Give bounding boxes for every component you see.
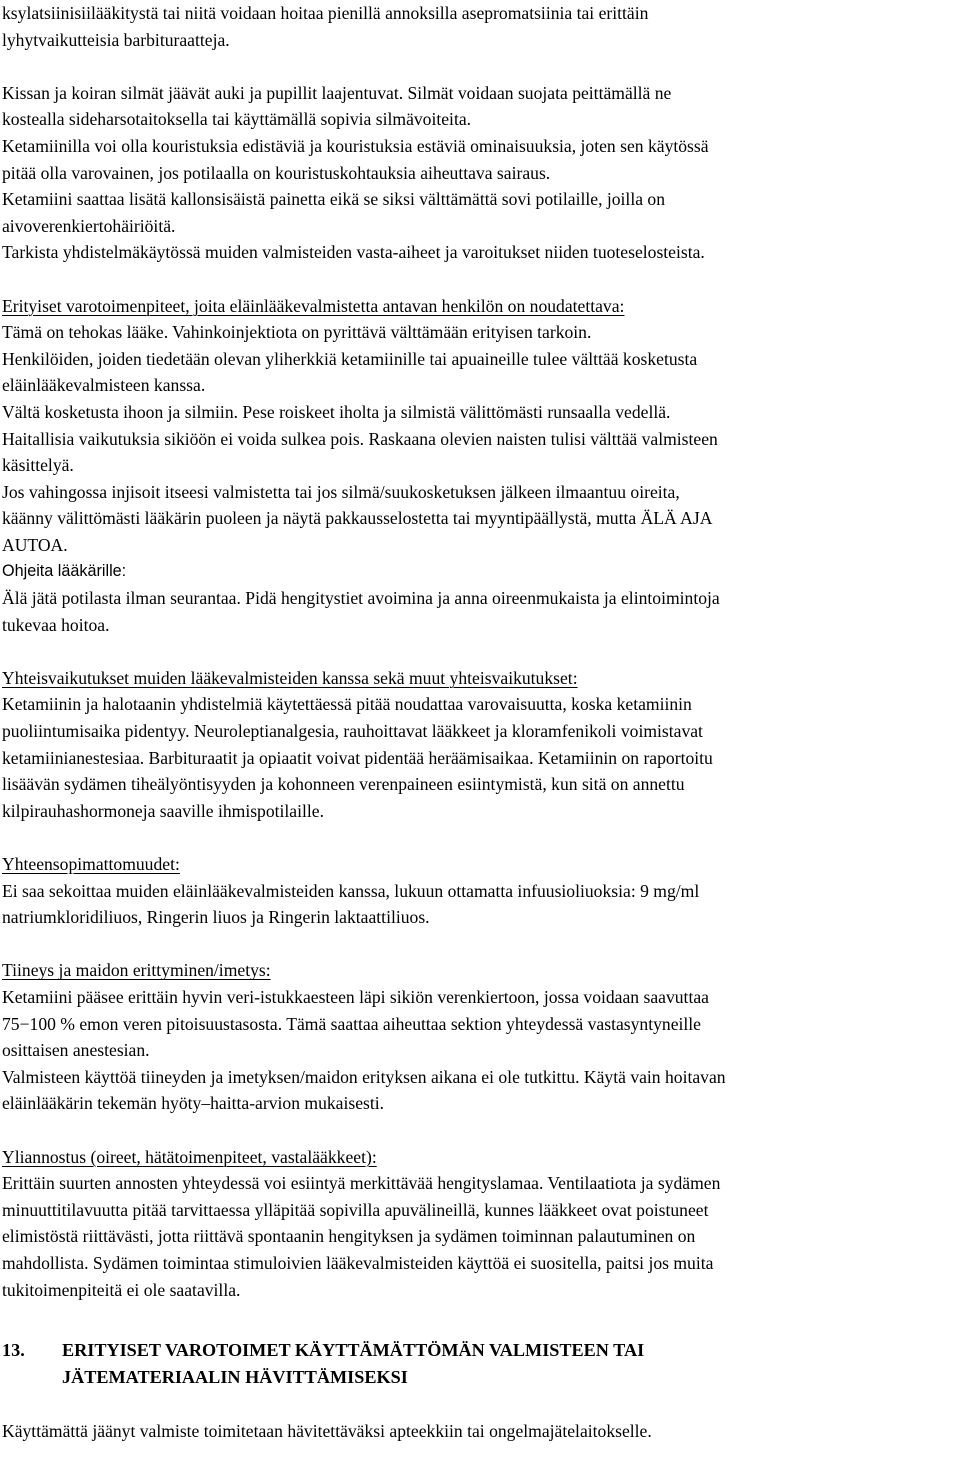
intro-paragraph: ksylatsiinisiilääkitystä tai niitä voidaan hoitaa pienillä annoksilla asepromatsiinia tai erittäin lyhytvaikutteisia barbituraatteja.: [2, 3, 649, 50]
section-13-heading: [2, 1337, 946, 1391]
body-paragraph: Erittäin suurten annosten yhteydessä voi esiintyä merkittävää hengityslamaa. Ventilaatiota ja sydämen minuuttitilavuutta pitää tarvittaessa ylläpitää sopivilla apuvälineillä, kunnes lääkkeet ovat poistuneet elimistöstä riittävästi, jotta riittävä spontaanin hengityksen ja sydämen toiminnan palautuminen on mahdollista. Sydämen toimintaa stimuloivien lääkevalmisteiden käyttöä ei suositella, paitsi jos muita tukitoimenpiteitä ei ole saatavilla.: [2, 1173, 721, 1300]
body-paragraph: Henkilöiden, joiden tiedetään olevan yliherkkiä ketamiinille tai apuaineille tulee välttää kosketusta eläinlääkevalmisteen kanssa.: [2, 348, 698, 396]
body-paragraph: Ketamiinilla voi olla kouristuksia edistäviä ja kouristuksia estäviä ominaisuuksia, joten sen käytössä pitää olla varovainen, jos potilaalla on kouristuskohtauksia aiheuttava sairaus.: [2, 135, 709, 183]
doctor-instructions-label: Ohjeita lääkärille:: [2, 562, 127, 581]
paragraph-gap: [2, 931, 946, 958]
paragraph-gap: [2, 266, 946, 293]
body-paragraph: Tarkista yhdistelmäkäytössä muiden valmisteiden vasta-aiheet ja varoitukset niiden tuoteselosteista.: [2, 242, 705, 263]
overdose-heading: Yliannostus (oireet, hätätoimenpiteet, vastalääkkeet):: [2, 1146, 377, 1167]
incompatibilities-heading: Yhteensopimattomuudet:: [2, 854, 180, 874]
body-paragraph: Kissan ja koiran silmät jäävät auki ja pupillit laajentuvat. Silmät voidaan suojata peittämällä ne kostealla sideharsotaitoksella tai käyttämällä sopivia silmävoiteita.: [2, 82, 672, 130]
paragraph-gap: [2, 824, 946, 851]
body-paragraph: Jos vahingossa injisoit itseesi valmistetta tai jos silmä/suukosketuksen jälkeen ilmaantuu oireita, käänny välittömästi lääkärin puoleen ja näytä pakkausselostetta tai myyntipäällystä, mutta ÄLÄ AJA AUTOA.: [2, 481, 713, 555]
precautions-heading: Erityiset varotoimenpiteet, joita eläinlääkevalmistetta antavan henkilön on noudatettava:: [2, 295, 625, 316]
pregnancy-heading: Tiineys ja maidon erittyminen/imetys:: [2, 960, 271, 981]
body-paragraph: Vältä kosketusta ihoon ja silmiin. Pese roiskeet iholta ja silmistä välittömästi runsaalla vedellä.: [2, 401, 671, 422]
section-number: 13.: [2, 1340, 25, 1361]
paragraph-gap: [2, 638, 946, 665]
body-paragraph: Valmisteen käyttöä tiineyden ja imetyksen/maidon erityksen aikana ei ole tutkittu. Käytä vain hoitavan eläinlääkärin tekemän hyöty–haitta-arvion mukaisesti.: [2, 1066, 726, 1114]
body-paragraph: Ketamiini pääsee erittäin hyvin veri-istukkaesteen läpi sikiön verenkiertoon, jossa voidaan saavuttaa 75−100 % emon veren pitoisuustasosta. Tämä saattaa aiheuttaa sektion yhteydessä vastasyntyneille osittaisen anestesian.: [2, 986, 709, 1061]
body-paragraph: Tämä on tehokas lääke. Vahinkoinjektiota on pyrittävä välttämään erityisen tarkoin.: [2, 322, 592, 343]
body-paragraph: Älä jätä potilasta ilman seurantaa. Pidä hengitystiet avoimina ja anna oireenmukaista ja elintoimintoja tukevaa hoitoa.: [2, 588, 720, 635]
body-paragraph: Haitallisia vaikutuksia sikiöön ei voida sulkea pois. Raskaana olevien naisten tulisi välttää valmisteen käsittelyä.: [2, 428, 718, 476]
paragraph-gap: [2, 1391, 946, 1418]
body-paragraph: Ketamiinin ja halotaanin yhdistelmiä käytettäessä pitää noudattaa varovaisuutta, koska ketamiinin puoliintumisaika pidentyy. Neuroleptianalgesia, rauhoittavat lääkkeet ja kloramfenikoli voimistavat ketamiinianestesiaa. Barbituraatit ja opiaatit voivat pidentää heräämisaikaa. Ketamiinin on raportoitu lisäävän sydämen tiheälyöntisyyden ja kohonneen verenpaineen esiintymistä, kun sitä on annettu kilpirauhashormoneja saaville ihmispotilaille.: [2, 694, 713, 821]
body-paragraph: Käyttämättä jäänyt valmiste toimitetaan hävitettäväksi apteekkiin tai ongelmajätelaitokselle.: [2, 1420, 652, 1441]
body-paragraph: Ei saa sekoittaa muiden eläinlääkevalmisteiden kanssa, lukuun ottamatta infuusioliuoksia: 9 mg/ml natriumkloridiliuos, Ringerin liuos ja Ringerin laktaattiliuos.: [2, 880, 700, 928]
interactions-heading: Yhteisvaikutukset muiden lääkevalmisteiden kanssa sekä muut yhteisvaikutukset:: [2, 667, 578, 688]
section-title: ERITYISET VAROTOIMET KÄYTTÄMÄTTÖMÄN VALMISTEEN TAI JÄTEMATERIAALIN HÄVITTÄMISEKSI: [62, 1340, 645, 1388]
paragraph-gap: [2, 53, 946, 80]
section-gap: [2, 1303, 946, 1337]
paragraph-gap: [2, 1117, 946, 1144]
body-paragraph: Ketamiini saattaa lisätä kallonsisäistä painetta eikä se siksi välttämättä sovi potilaille, joilla on aivoverenkiertohäiriöitä.: [2, 189, 666, 236]
